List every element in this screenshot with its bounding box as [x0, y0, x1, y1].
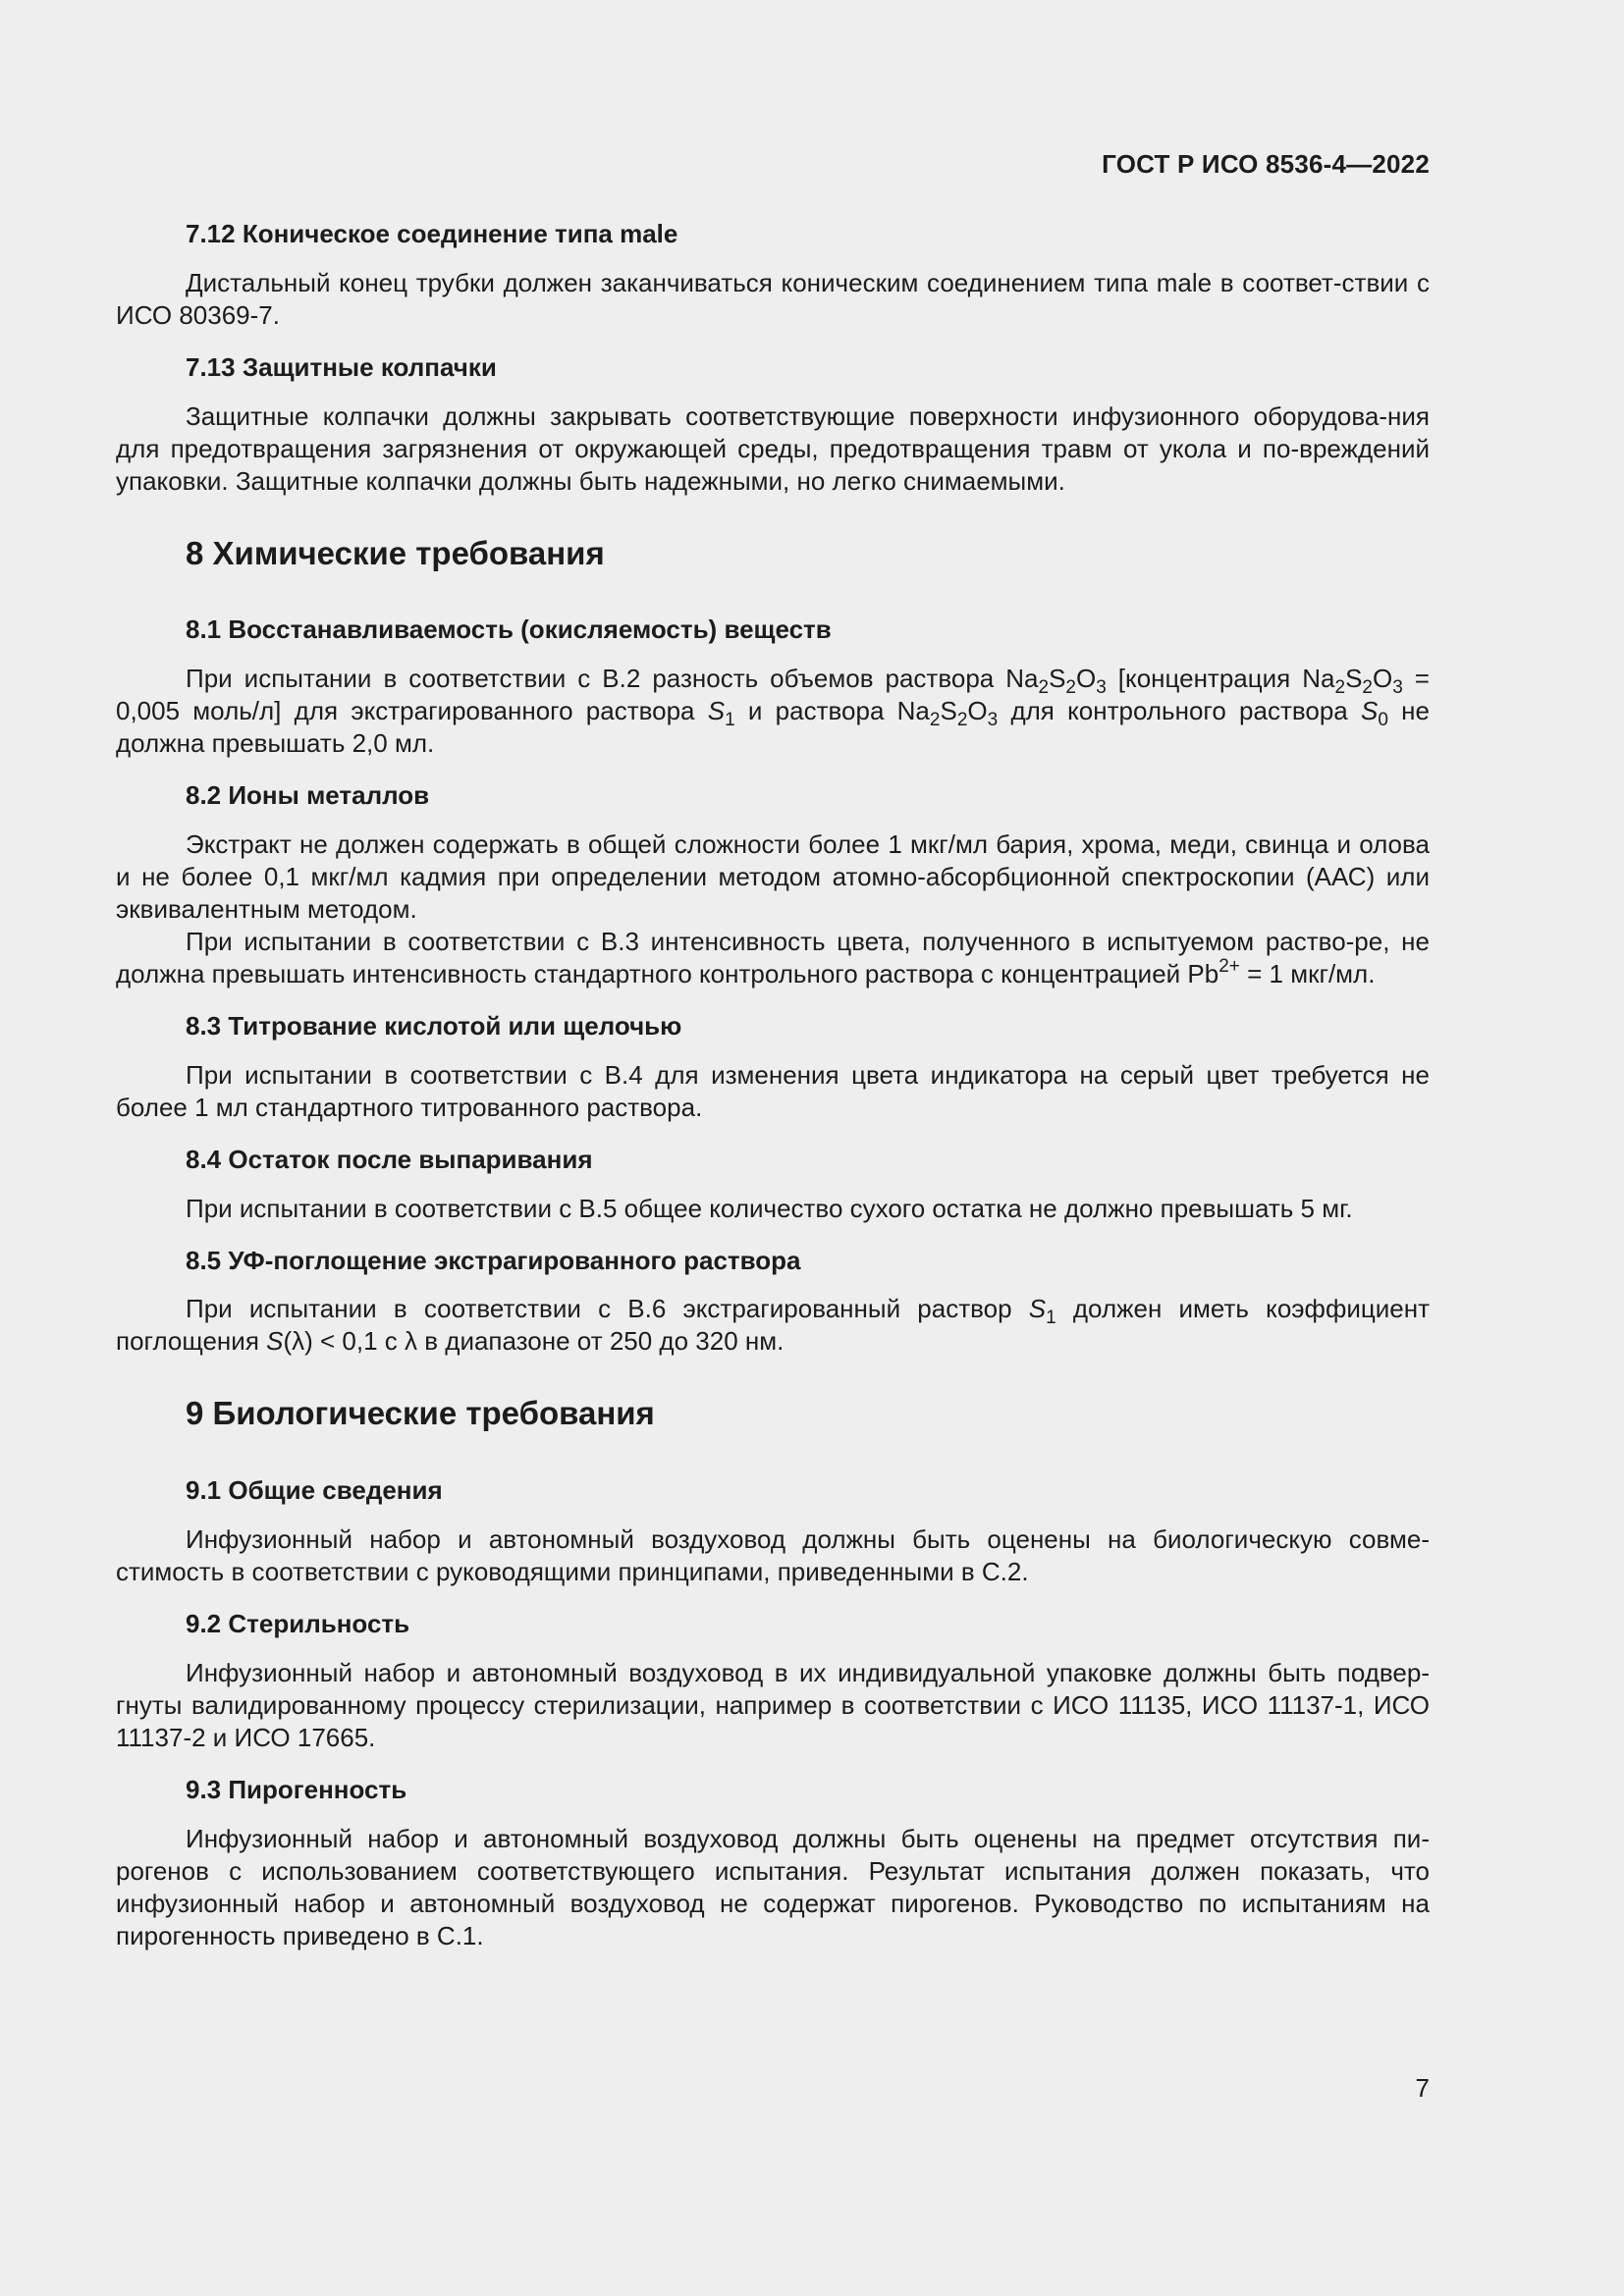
section-8-2 — [116, 779, 1430, 990]
paragraph: Дистальный конец трубки должен заканчиваться коническим соединением типа male в соответ-ствии с ИСО 80369-7. — [116, 267, 1430, 330]
paragraph: При испытании в соответствии с В.2 разность объемов раствора $Na_2S_2O_3$ [концентрация $Na_2S_2O_3 = 0,005$ моль/л] для экстрагированного раствора $S_1$ и раствора $Na_2S_2O_3$ для контрольного раствора $S_0$ не должна превышать 2,0 мл. — [116, 664, 1430, 759]
section-title: 9.2 Стерильность — [186, 1609, 410, 1639]
section-title: 9.1 Общие сведения — [186, 1475, 443, 1506]
paragraph: Экстракт не должен содержать в общей сложности более 1 мкг/мл бария, хрома, меди, свинца и олова и не более 0,1 мкг/мл кадмия при определении методом атомно-абсорбционной спектроскопии (ААС) или эквивалентным методом. — [116, 829, 1430, 925]
section-title: 8.1 Восстанавливаемость (окисляемость) веществ — [186, 614, 832, 645]
paragraph: Инфузионный набор и автономный воздуховод должны быть оценены на предмет отсутствия пи-рогенов с использованием соответствующего испытания. Результат испытания должен показать, что инфузионный набор и автономный воздуховод не содержат пирогенов. Руководство по испытаниям на пирогенность приведено в С.1. — [116, 1823, 1430, 1950]
paragraph: При испытании в соответствии с В.5 общее количество сухого остатка не должно превышать 5 мг. — [186, 1193, 1353, 1223]
chapter-title-8: 8 Химические требования — [186, 534, 605, 571]
paragraph: Инфузионный набор и автономный воздуховод в их индивидуальной упаковке должны быть подвер-гнуты валидированному процессу стерилизации, например в соответствии с ИСО 11135, ИСО 11137-1, ИСО 11137-2 и ИСО 17665. — [116, 1657, 1430, 1752]
section-title: 7.12 Коническое соединение типа male — [186, 219, 678, 248]
section-9-1 — [116, 1474, 1430, 1588]
section-title: 8.3 Титрование кислотой или щелочью — [186, 1011, 682, 1041]
section-8-3 — [116, 1010, 1430, 1124]
section-8-4 — [116, 1144, 1430, 1225]
section-title: 8.5 УФ-поглощение экстрагированного раствора — [186, 1245, 801, 1275]
paragraph: При испытании в соответствии с В.3 интенсивность цвета, полученного в испытуемом раство-ре, не должна превышать интенсивность стандартного контрольного раствора с концентрацией $Pb^{2+} = 1$ мкг/мл. — [116, 927, 1430, 989]
section-9-3 — [116, 1774, 1430, 1952]
section-title: 8.2 Ионы металлов — [186, 780, 430, 811]
document-header: ГОСТ Р ИСО 8536-4—2022 — [1102, 149, 1430, 179]
paragraph: При испытании в соответствии с В.6 экстрагированный раствор $S_1$ должен иметь коэффициент поглощения S(λ) < 0,1 с λ в диапазоне от 250 до 320 нм. — [116, 1294, 1431, 1357]
document-body — [116, 218, 1430, 1972]
page-number: 7 — [1415, 2073, 1430, 2103]
paragraph: При испытании в соответствии с В.4 для изменения цвета индикатора на серый цвет требуется не более 1 мл стандартного титрованного раствора. — [116, 1059, 1430, 1122]
paragraph: Инфузионный набор и автономный воздуховод должны быть оценены на биологическую совме-стимость в соответствии с руководящими принципами, приведенными в С.2. — [116, 1524, 1430, 1587]
chapter-title-9: 9 Биологические требования — [186, 1395, 655, 1432]
paragraph: Защитные колпачки должны закрывать соответствующие поверхности инфузионного оборудова-ния для предотвращения загрязнения от окружающей среды, предотвращения травм от укола и по-вреждений упаковки. Защитные колпачки должны быть надежными, но легко снимаемыми. — [116, 400, 1430, 496]
section-7-12 — [116, 218, 1430, 332]
section-title: 7.13 Защитные колпачки — [186, 351, 497, 382]
section-7-13 — [116, 351, 1430, 498]
section-8-5 — [116, 1245, 1430, 1359]
section-9-2 — [116, 1608, 1430, 1754]
section-title: 8.4 Остаток после выпаривания — [186, 1144, 593, 1174]
section-title: 9.3 Пирогенность — [186, 1774, 407, 1804]
section-8-1 — [116, 614, 1430, 760]
